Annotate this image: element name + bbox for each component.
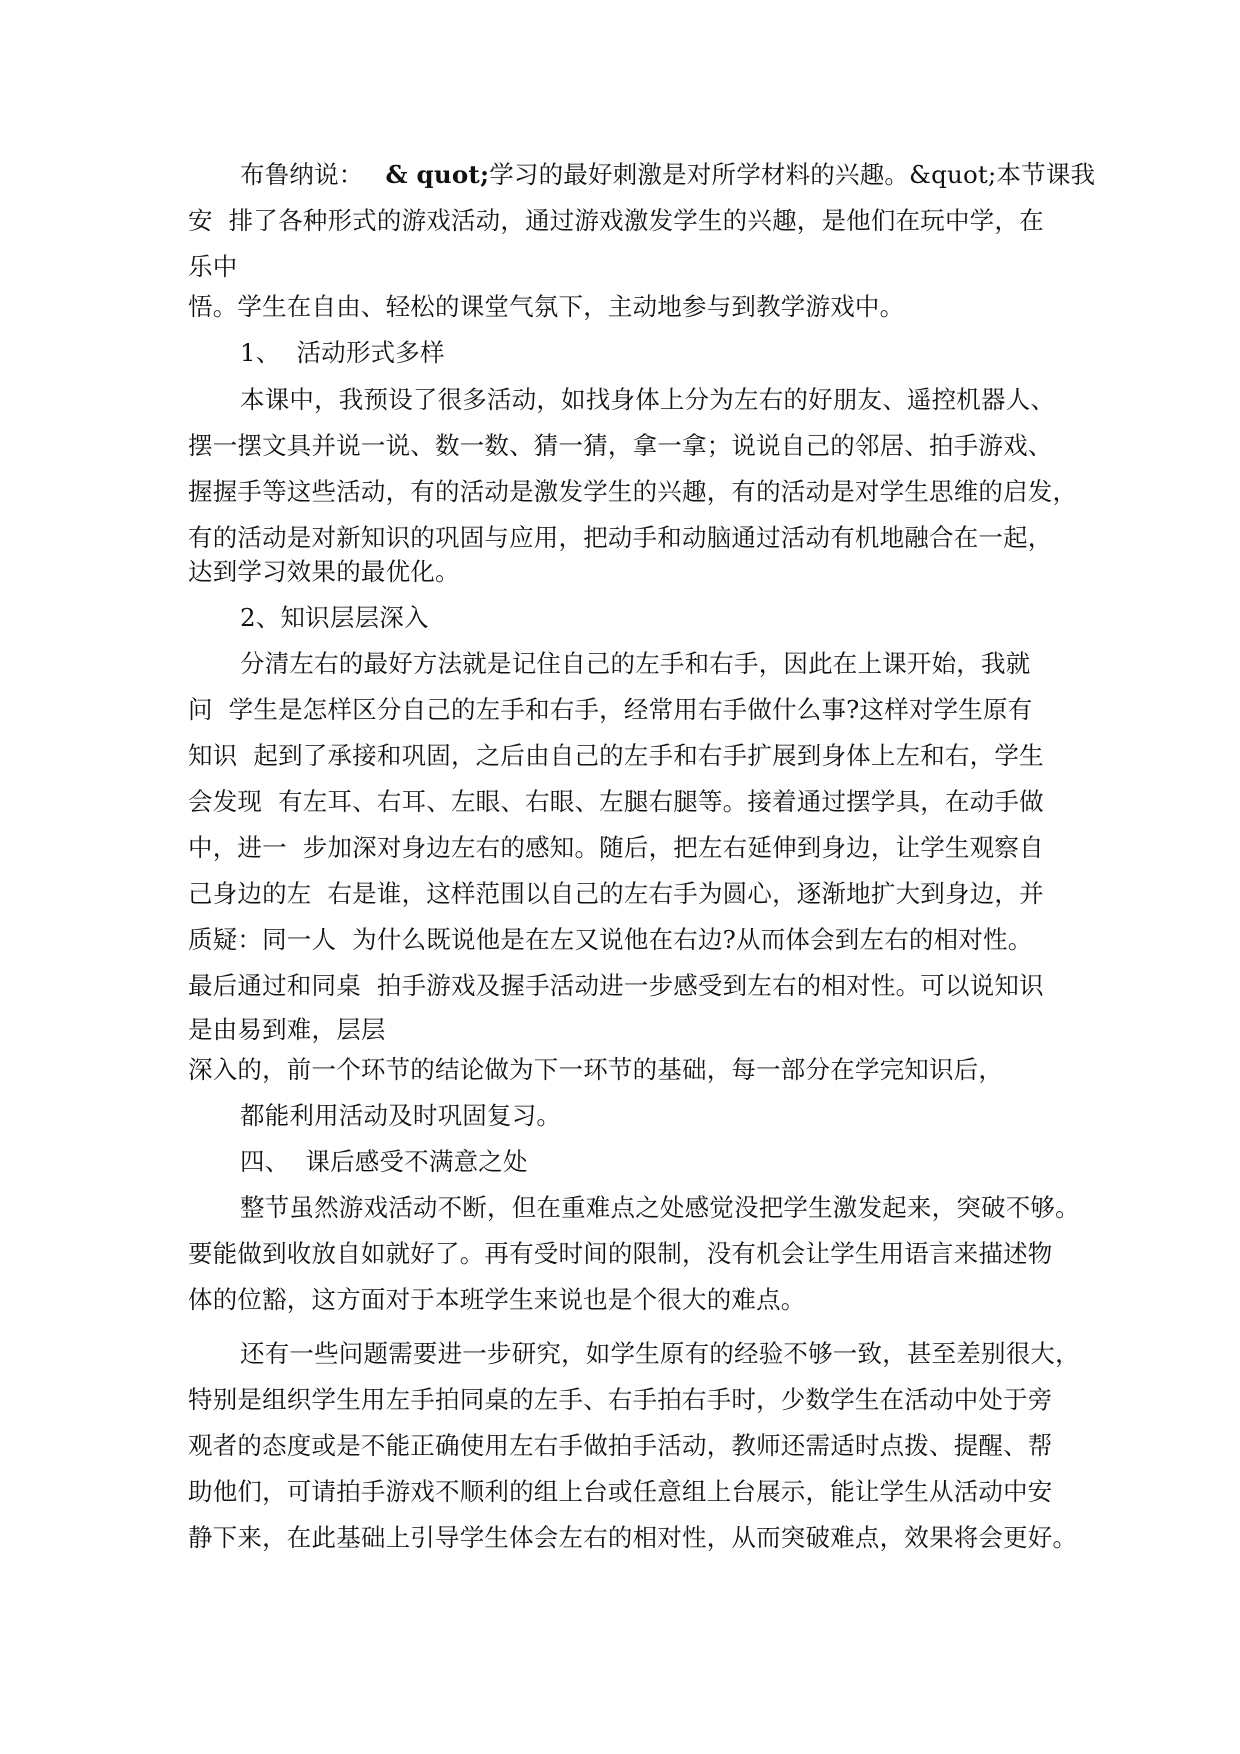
text-line-20: 是由易到难，层层 xyxy=(188,1015,386,1044)
text-line-16: 中，进一 步加深对身边左右的感知。随后，把左右延伸到身边，让学生观察自 xyxy=(188,833,1044,862)
text-line-13: 问 学生是怎样区分自己的左手和右手，经常用右手做什么事?这样对学生原有 xyxy=(188,695,1033,724)
text-line-30: 助他们，可请拍手游戏不顺利的组上台或任意组上台展示，能让学生从活动中安 xyxy=(188,1477,1053,1506)
text-line-8: 握握手等这些活动，有的活动是激发学生的兴趣，有的活动是对学生思维的启发， xyxy=(188,477,1078,506)
text-line-2: 安 排了各种形式的游戏活动，通过游戏激发学生的兴趣，是他们在玩中学，在 xyxy=(188,206,1044,235)
text-line-3: 乐中 xyxy=(188,252,238,281)
text-line-18: 质疑：同一人 为什么既说他是在左又说他在右边?从而体会到左右的相对性。 xyxy=(188,925,1033,954)
text-line-31: 静下来，在此基础上引导学生体会左右的相对性，从而突破难点，效果将会更好。 xyxy=(188,1523,1078,1552)
text-line-1 xyxy=(240,158,1095,192)
text-line-15: 会发现 有左耳、右耳、左眼、右眼、左腿右腿等。接着通过摆学具，在动手做 xyxy=(188,787,1044,816)
text-line-27: 还有一些问题需要进一步研究，如学生原有的经验不够一致，甚至差别很大， xyxy=(240,1339,1080,1368)
text-line-26: 体的位豁，这方面对于本班学生来说也是个很大的难点。 xyxy=(188,1285,806,1314)
section-heading-1: 1、 活动形式多样 xyxy=(240,338,445,367)
text-line-21: 深入的，前一个环节的结论做为下一环节的基础，每一部分在学完知识后， xyxy=(188,1055,1004,1084)
text-line-12: 分清左右的最好方法就是记住自己的左手和右手，因此在上课开始，我就 xyxy=(240,649,1031,678)
text-line-19: 最后通过和同桌 拍手游戏及握手活动进一步感受到左右的相对性。可以说知识 xyxy=(188,971,1044,1000)
text-line-1-end: 学习的最好刺激是对所学材料的兴趣。&quot;本节课我 xyxy=(489,160,1096,189)
text-line-6: 本课中，我预设了很多活动，如找身体上分为左右的好朋友、遥控机器人、 xyxy=(240,385,1056,414)
text-line-29: 观者的态度或是不能正确使用左右手做拍手活动，教师还需适时点拨、提醒、帮 xyxy=(188,1431,1053,1460)
text-line-25: 要能做到收放自如就好了。再有受时间的限制，没有机会让学生用语言来描述物 xyxy=(188,1239,1053,1268)
text-line-7: 摆一摆文具并说一说、数一数、猜一猜，拿一拿；说说自己的邻居、拍手游戏、 xyxy=(188,431,1053,460)
text-line-28: 特别是组织学生用左手拍同桌的左手、右手拍右手时，少数学生在活动中处于旁 xyxy=(188,1385,1053,1414)
text-line-14: 知识 起到了承接和巩固，之后由自己的左手和右手扩展到身体上左和右，学生 xyxy=(188,741,1044,770)
section-heading-2: 2、知识层层深入 xyxy=(240,603,429,632)
text-line-9: 有的活动是对新知识的巩固与应用，把动手和动脑通过活动有机地融合在一起， xyxy=(188,523,1053,552)
text-line-4: 悟。学生在自由、轻松的课堂气氛下，主动地参与到教学游戏中。 xyxy=(188,292,905,321)
text-line-24: 整节虽然游戏活动不断，但在重难点之处感觉没把学生激发起来，突破不够。 xyxy=(240,1193,1080,1222)
text-line-17: 己身边的左 右是谁，这样范围以自己的左右手为圆心，逐渐地扩大到身边，并 xyxy=(188,879,1044,908)
text-line-22: 都能利用活动及时巩固复习。 xyxy=(240,1101,562,1130)
text-line-10: 达到学习效果的最优化。 xyxy=(188,557,460,586)
section-heading-4: 四、 课后感受不满意之处 xyxy=(240,1147,528,1176)
text-line-1-start: 布鲁纳说： xyxy=(240,160,364,189)
text-line-1-bold: & quot; xyxy=(385,160,490,189)
